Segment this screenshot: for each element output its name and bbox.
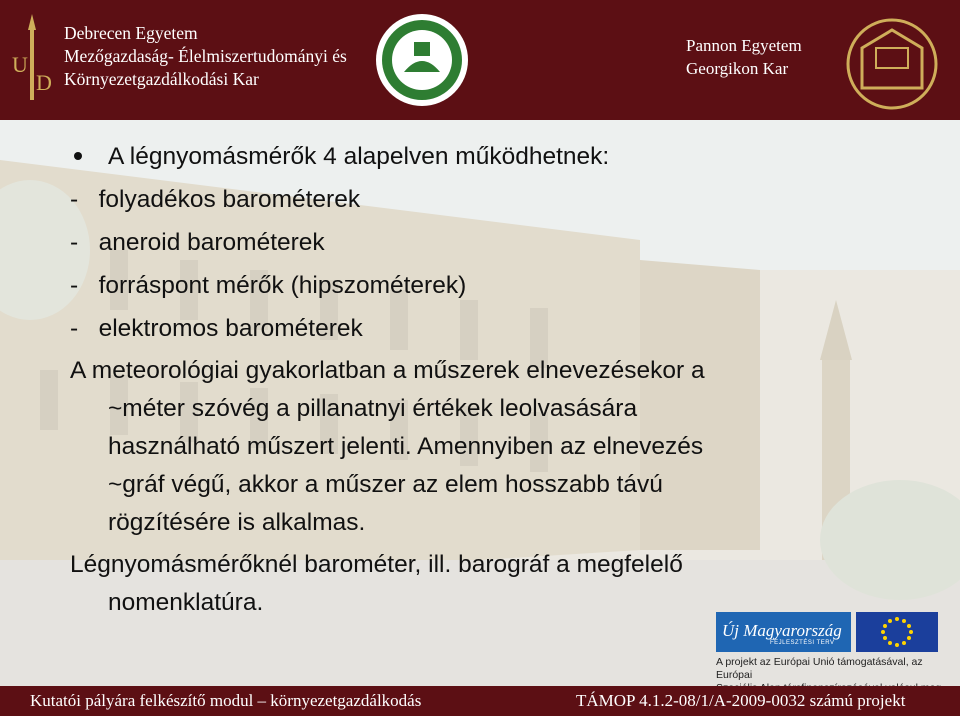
header-left-title [64, 22, 347, 91]
footer-module-title: Kutatói pályára felkészítő modul – környezetgazdálkodás [30, 691, 422, 710]
svg-text:D: D [36, 70, 52, 95]
dash-item: - forráspont mérők (hipszométerek) [70, 272, 467, 299]
dash-item: - folyadékos barométerek [70, 186, 361, 213]
svg-text:U: U [12, 52, 28, 77]
footer-project-id: TÁMOP 4.1.2-08/1/A-2009-0032 számú projekt [576, 691, 906, 710]
paragraph-line: ~gráf végű, akkor a műszer az elem hosszabb távú [108, 471, 663, 498]
dash-item: - aneroid barométerek [70, 229, 325, 256]
paragraph-line: használható műszert jelenti. Amennyiben az elnevezés [108, 433, 704, 460]
dash-item-text: folyadékos barométerek [98, 186, 361, 213]
header-left-line: Mezőgazdaság- Élelmiszertudományi és [64, 46, 347, 66]
uj-magyarorszag-sub: FEJLESZTÉSI TERV [770, 640, 835, 646]
header-bar [0, 0, 960, 120]
dash-item: - elektromos barométerek [70, 315, 363, 342]
paragraph-line: ~méter szóvég a pillanatnyi értékek leolvasására [108, 395, 638, 422]
header-right-line: Georgikon Kar [686, 59, 789, 78]
header-left-line: Debrecen Egyetem [64, 23, 198, 43]
paragraph-line: A meteorológiai gyakorlatban a műszerek elnevezésekor a [70, 357, 705, 384]
header-right-line: Pannon Egyetem [686, 36, 802, 55]
paragraph-line: Légnyomásmérőknél barométer, ill. barográf a megfelelő [70, 551, 683, 578]
paragraph-line: rögzítésére is alkalmas. [108, 509, 366, 536]
header-right-title [686, 34, 802, 80]
dash-item-text: aneroid barométerek [98, 229, 325, 256]
footer-bar [0, 686, 960, 716]
funding-caption-line: A projekt az Európai Unió támogatásával, az Európai [716, 656, 923, 681]
uj-magyarorszag-logo [716, 612, 851, 652]
header-left-line: Környezetgazdálkodási Kar [64, 69, 259, 89]
eu-flag-icon [856, 612, 938, 652]
university-crest-icon [6, 10, 58, 108]
dash-item-text: elektromos barométerek [98, 315, 363, 342]
pannon-university-seal-icon [842, 18, 942, 110]
dash-item-text: forráspont mérők (hipszométerek) [98, 272, 467, 299]
faculty-seal-icon [374, 12, 470, 108]
bullet-dot-icon [74, 152, 82, 160]
bullet-text: A légnyomásmérők 4 alapelven működhetnek: [108, 143, 610, 170]
paragraph-line: nomenklatúra. [108, 589, 264, 616]
uj-magyarorszag-label: Új Magyarország [722, 621, 842, 640]
funding-logos [716, 612, 942, 684]
